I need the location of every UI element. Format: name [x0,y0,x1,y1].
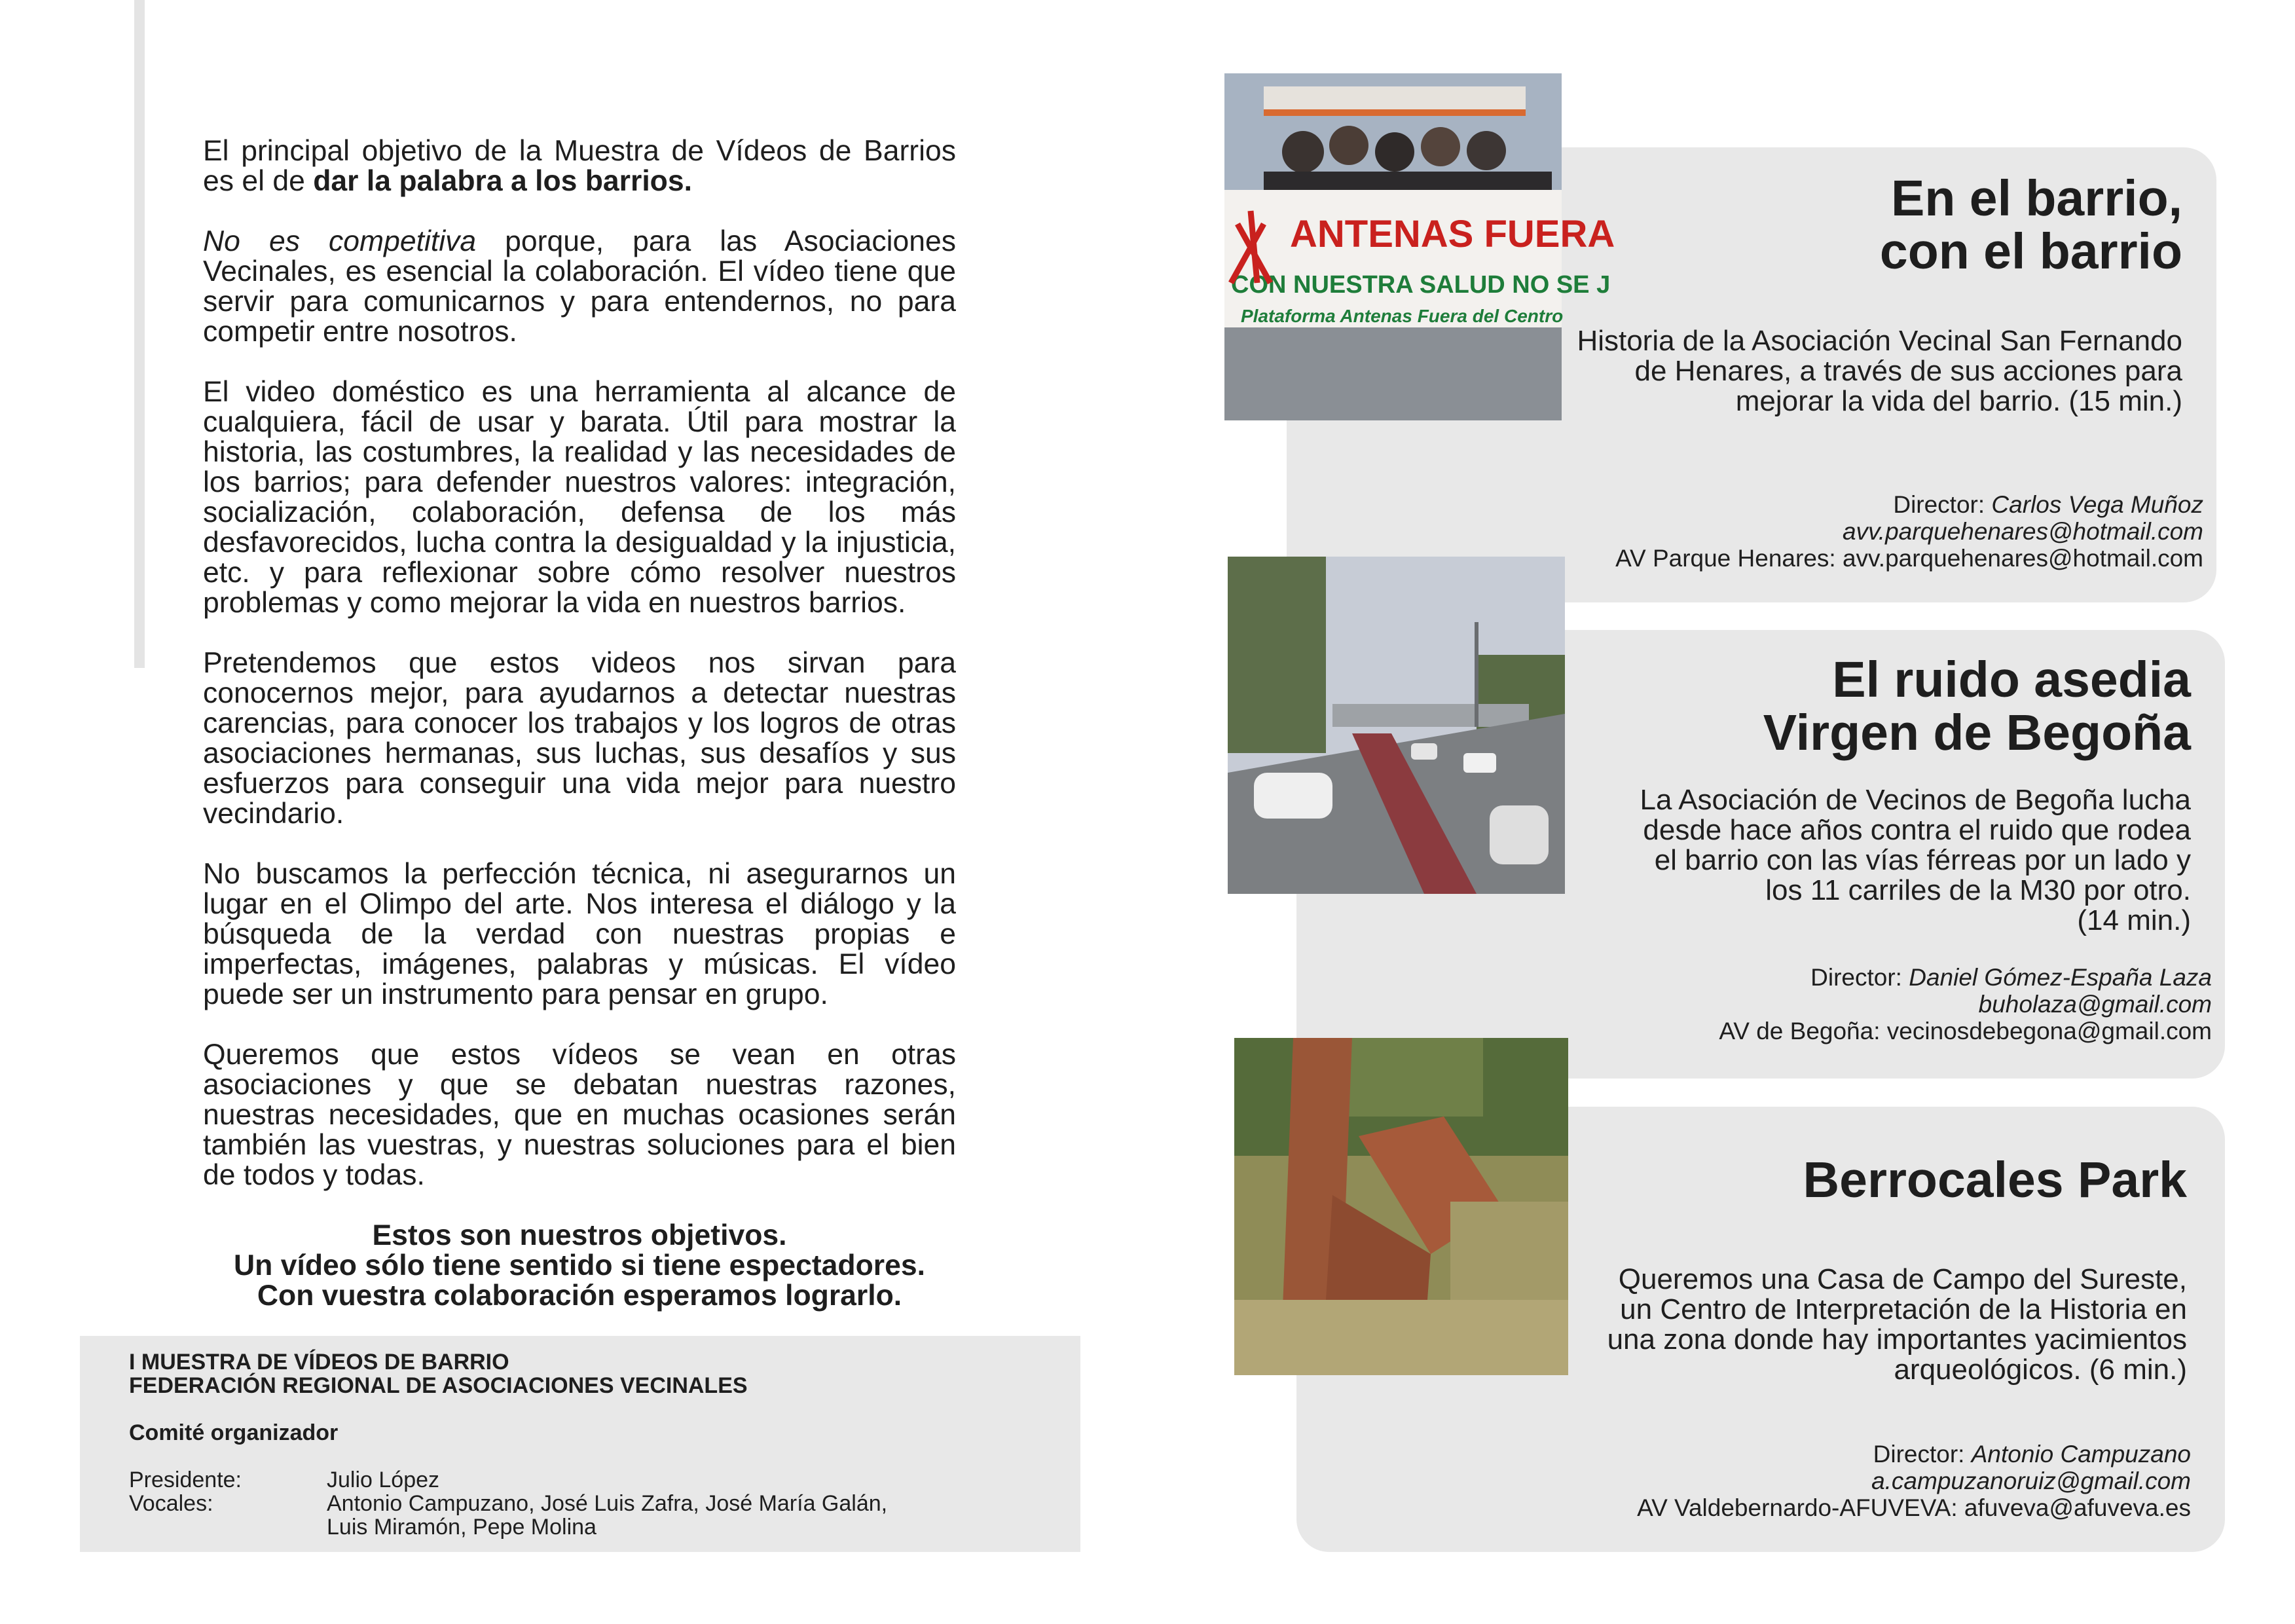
film-title: El ruido asedia Virgen de Begoña [1763,652,2191,761]
vocales-row-2: Luis Miramón, Pepe Molina [327,1515,597,1540]
intro-text [203,136,956,1311]
film-description: La Asociación de Vecinos de Begoña lucha desde hace años contra el ruido que rodea el barrio con las vías férreas por un lado y los 11 carriles de la M30 por otro. (14 min.) [1640,784,2191,936]
paragraph-2: No es competitiva porque, para las Asociaciones Vecinales, es esencial la colaboración. El vídeo tiene que servir para comunicarnos y para entendernos, no para competir entre nosotros. [203,225,956,348]
banner-text: ANTENAS FUERA [1290,213,1615,255]
film-photo-3 [1234,1038,1568,1375]
film-credits: Director: Daniel Gómez-España Laza buholaza@gmail.com AV de Begoña: vecinosdebegona@gmail.com [1719,964,2212,1044]
vocales-row: Vocales: Antonio Campuzano, José Luis Zafra, José María Galán, [129,1491,888,1516]
emphasis-text: dar la palabra a los barrios. [313,165,692,197]
film-photo-2 [1228,557,1565,894]
film-photo-1 [1224,73,1615,420]
committee-box [80,1336,1080,1552]
margin-bar [134,0,145,668]
contact-email[interactable]: a.campuzanoruiz@gmail.com [1871,1467,2191,1494]
banner-text: Plataforma Antenas Fuera del Centro [1241,306,1564,326]
contact-email[interactable]: buholaza@gmail.com [1978,991,2212,1018]
committee-heading: Comité organizador [129,1420,339,1445]
federation-name: FEDERACIÓN REGIONAL DE ASOCIACIONES VECINALES [129,1373,748,1398]
association-contact: AV Parque Henares: avv.parquehenares@hotmail.com [1615,545,2203,572]
director-name: Daniel Gómez-España Laza [1909,964,2212,991]
association-contact: AV de Begoña: vecinosdebegona@gmail.com [1719,1018,2212,1044]
banner-text: CON NUESTRA SALUD NO SE J [1231,271,1611,299]
paragraph-1: El principal objetivo de la Muestra de Vídeos de Barrios es el de dar la palabra a los barrios. [203,135,956,197]
film-title: En el barrio, con el barrio [1879,170,2182,280]
italic-text: No es competitiva [203,225,477,257]
film-credits: Director: Carlos Vega Muñoz avv.parquehenares@hotmail.com AV Parque Henares: avv.parquehenares@hotmail.com [1615,491,2203,572]
paragraph-5: No buscamos la perfección técnica, ni asegurarnos un lugar en el Olimpo del arte. Nos interesa el diálogo y la búsqueda de la verdad con nuestras propias e imperfectas, imágenes, palabras y músicas. El vídeo puede ser un instrumento para pensar en grupo. [203,858,956,1010]
director-name: Carlos Vega Muñoz [1991,491,2203,518]
paragraph-4: Pretendemos que estos videos nos sirvan para conocernos mejor, para ayudarnos a detectar nuestras carencias, para conocer los trabajos y los logros de otras asociaciones hermanas, sus luchas, sus desafíos y sus esfuerzos para conseguir una vida mejor para nuestro vecindario. [203,647,956,830]
film-credits: Director: Antonio Campuzano a.campuzanoruiz@gmail.com AV Valdebernardo-AFUVEVA: afuveva@afuveva.es [1637,1441,2191,1521]
paragraph-6: Queremos que estos vídeos se vean en otras asociaciones y que se debatan nuestras razones, nuestras necesidades, que en muchas ocasiones serán también las vuestras, y nuestras soluciones para el bien de todos y todas. [203,1039,956,1191]
film-description: Queremos una Casa de Campo del Sureste, un Centro de Interpretación de la Historia en una zona donde hay importantes yacimientos arqueológicos. (6 min.) [1607,1263,2187,1386]
event-title: I MUESTRA DE VÍDEOS DE BARRIO [129,1350,509,1375]
paragraph-3: El video doméstico es una herramienta al alcance de cualquiera, fácil de usar y barata. Útil para mostrar la historia, las costumbres, la realidad y las necesidades de los barrios; para defender nuestros valores: integración, socialización, colaboración, defensa de los más desfavorecidos, lucha contra la desigualdad y la injusticia, etc. y para reflexionar sobre cómo resolver nuestros problemas y como mejorar la vida en nuestros barrios. [203,376,956,619]
closing-statement: Estos son nuestros objetivos. Un vídeo sólo tiene sentido si tiene espectadores. Con vuestra colaboración esperamos lograrlo. [234,1219,925,1312]
director-name: Antonio Campuzano [1971,1441,2191,1467]
contact-email[interactable]: avv.parquehenares@hotmail.com [1842,518,2203,545]
association-contact: AV Valdebernardo-AFUVEVA: afuveva@afuveva.es [1637,1494,2191,1521]
film-title: Berrocales Park [1803,1152,2187,1208]
film-description: Historia de la Asociación Vecinal San Fernando de Henares, a través de sus acciones para mejorar la vida del barrio. (15 min.) [1577,325,2182,417]
president-row: Presidente: Julio López [129,1467,440,1492]
